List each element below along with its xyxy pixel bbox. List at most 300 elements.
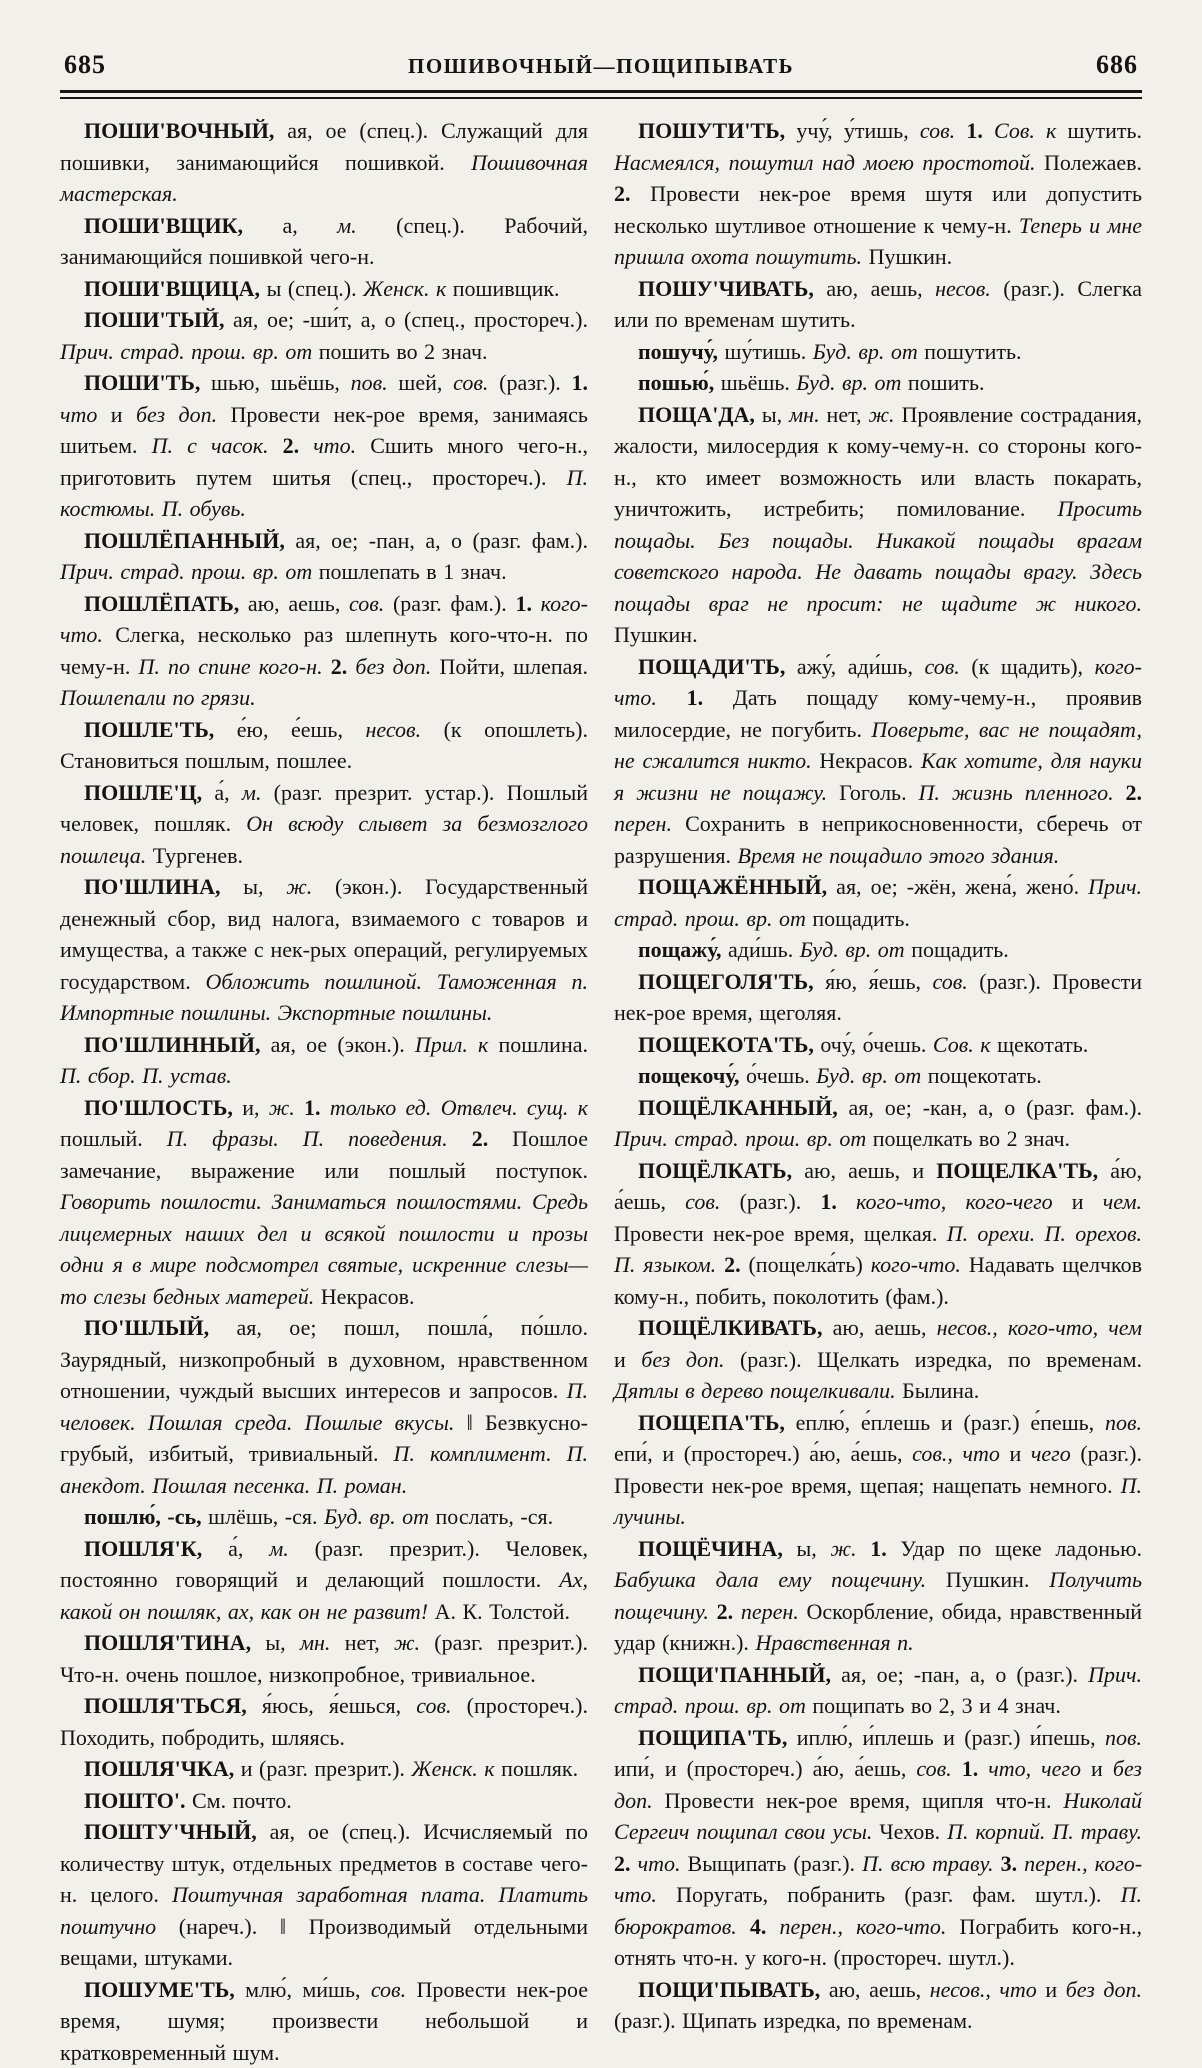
entry-headword-or-sense: пошью́, (638, 370, 714, 395)
entry-italic-text: Женск. к (363, 276, 446, 301)
entry-text: епи́, и (простореч.) а́ю, а́ешь, (614, 1441, 912, 1466)
entry-italic-text: Время не пощадило этого здания. (738, 843, 1060, 868)
dictionary-entry (60, 1816, 588, 1974)
entry-text: (спец.). Рабочий, занимающийся пошивкой чего-н. (60, 213, 588, 270)
dictionary-entry (614, 651, 1142, 872)
entry-text (952, 1756, 962, 1781)
entry-text (448, 1126, 472, 1151)
entry-text: ы, (251, 1630, 300, 1655)
entry-italic-text: сов. (933, 969, 968, 994)
entry-text: (разг.). Провести нек-рое время, щеголяя. (614, 969, 1142, 1026)
dictionary-entry (614, 1407, 1142, 1533)
entry-text: очу́, о́чешь. (814, 1032, 933, 1057)
entry-text: Некрасов. (812, 748, 921, 773)
entry-text: пощадить. (806, 906, 910, 931)
entry-text: аю, аешь, и (792, 1158, 936, 1183)
entry-text (994, 1851, 1001, 1876)
entry-italic-text: сов. (685, 1189, 720, 1214)
entry-text: а, (243, 213, 337, 238)
entry-text: Поругать, побранить (разг. фам. шутл.). (657, 1882, 1121, 1907)
entry-italic-text: Получить пощечину. (614, 1567, 1142, 1624)
entry-text: ая, ое (спец.). Служащий для пошивки, занимающийся пошивкой. (60, 118, 588, 175)
running-head: ПОШИВОЧНЫЙ—ПОЩИПЫВАТЬ (408, 54, 794, 79)
entry-text: Оскорбление, обида, нравственный удар (книжн.). (614, 1599, 1142, 1656)
entry-text: ая, ое; -кан, а, о (разг. фам.). (838, 1095, 1142, 1120)
entry-italic-text: Буд. вр. от (813, 339, 918, 364)
entry-text: е́ю, е́ешь, (214, 717, 365, 742)
entry-text: и (1081, 1756, 1113, 1781)
dictionary-entry (60, 210, 588, 273)
entry-italic-text: без доп. (136, 402, 217, 427)
dictionary-entry (60, 273, 588, 305)
entry-italic-text: перен., кого-что. (614, 1851, 1142, 1908)
entry-text: (разг. фам.). (384, 591, 515, 616)
entry-italic-text: Женск. к (411, 1756, 494, 1781)
dictionary-entry (614, 1533, 1142, 1659)
entry-italic-text: без доп. (355, 654, 431, 679)
entry-text: ая, ое; -жён, жена́, жено́. (827, 874, 1088, 899)
entry-headword-or-sense: 2. (283, 433, 300, 458)
entry-italic-text: Прил. к (415, 1032, 488, 1057)
dictionary-entry (60, 777, 588, 872)
entry-text: пошляк. (495, 1756, 579, 1781)
entry-text: Дать пощаду кому-чему-н., проявив милосердие, не погубить. (614, 685, 1142, 742)
dictionary-entry (60, 1690, 588, 1753)
entry-italic-text: Просить пощады. Без пощады. Никакой пощады врагам советского народа. Не давать пощады врагу. Здесь пощады враг не просит: не щадите ж никого. (614, 496, 1142, 616)
entry-italic-text: Поштучная заработная плата. Платить поштучно (60, 1882, 588, 1939)
entry-italic-text: чем. (1103, 1189, 1142, 1214)
entry-text: Провести нек-рое время, шумя; произвести небольшой и кратковременный шум. (60, 1977, 588, 2065)
entry-italic-text: мн. (300, 1630, 330, 1655)
entry-italic-text: пов. (1105, 1410, 1142, 1435)
dictionary-entry (614, 966, 1142, 1029)
entry-italic-text: перен. (741, 1599, 799, 1624)
entry-headword-or-sense: ПОЩИПА'ТЬ, (638, 1725, 787, 1750)
entry-headword-or-sense: 1. (820, 1189, 837, 1214)
entry-headword-or-sense: ПОШИ'ТЬ, (84, 370, 200, 395)
entry-text: пощелкать во 2 знач. (866, 1126, 1070, 1151)
entry-text: (разг. презрит.). Человек, постоянно говорящий и делающий пошлости. (60, 1536, 588, 1593)
entry-text: млю́, ми́шь, (235, 1977, 371, 2002)
entry-text: шьёшь. (714, 370, 796, 395)
entry-text: нет, (330, 1630, 394, 1655)
text-columns (60, 115, 1142, 2068)
entry-text: пощадить. (905, 937, 1009, 962)
entry-italic-text: ж. (831, 1536, 857, 1561)
entry-italic-text: Прич. страд. прош. вр. от (60, 339, 312, 364)
entry-text: и (1000, 1441, 1031, 1466)
entry-italic-text: П. сбор. П. устав. (60, 1063, 232, 1088)
entry-text: шлёшь, -ся. (202, 1504, 324, 1529)
entry-headword-or-sense: ПОШТУ'ЧНЫЙ, (84, 1819, 257, 1844)
entry-headword-or-sense: 2. (717, 1599, 734, 1624)
entry-text (766, 1914, 779, 1939)
entry-text: и (1053, 1189, 1103, 1214)
entry-text: Пушкин. (926, 1567, 1049, 1592)
dictionary-entry (60, 1533, 588, 1628)
dictionary-entry (60, 525, 588, 588)
entry-italic-text: Пошивочная мастерская. (60, 150, 588, 207)
dictionary-entry (614, 1312, 1142, 1407)
entry-headword-or-sense: ПОЩЁЧИНА, (638, 1536, 783, 1561)
entry-text: пошить во 2 знач. (312, 339, 487, 364)
entry-italic-text: сов. (416, 1693, 451, 1718)
entry-italic-text: без доп. (1066, 1977, 1142, 2002)
entry-italic-text: П. по спине кого-н. (139, 654, 323, 679)
entry-text: (разг.). Щипать изредка, по временам. (614, 2008, 973, 2033)
entry-headword-or-sense: ПОЩЕЛКА'ТЬ, (936, 1158, 1098, 1183)
entry-italic-text: без доп. (641, 1347, 724, 1372)
entry-headword-or-sense: ПОШЛЁПАННЫЙ, (84, 528, 285, 553)
entry-headword-or-sense: пощажу́, (638, 937, 722, 962)
dictionary-entry (60, 1501, 588, 1533)
entry-italic-text: П. орехи. П. орехов. П. языком. (614, 1221, 1142, 1278)
entry-italic-text: П. комплимент. П. анекдот. Пошлая песенка. П. роман. (60, 1441, 588, 1498)
entry-text: учу́, у́тишь, (785, 118, 920, 143)
entry-text: (разг. презрит. устар.). Пошлый человек, пошляк. (60, 780, 588, 837)
entry-italic-text: что, чего (988, 1756, 1081, 1781)
entry-text: (разг.). Слегка или по временам шутить. (614, 276, 1142, 333)
entry-italic-text: кого-что. (60, 591, 588, 648)
entry-italic-text: перен. (614, 811, 672, 836)
entry-italic-text: ж. (286, 874, 312, 899)
dictionary-entry (614, 934, 1142, 966)
entry-headword-or-sense: ПО'ШЛИННЫЙ, (84, 1032, 260, 1057)
entry-italic-text: что. (313, 433, 356, 458)
entry-text: См. почто. (186, 1788, 292, 1813)
entry-text: о́чешь. (740, 1063, 817, 1088)
entry-text: пошивщик. (446, 276, 559, 301)
entry-italic-text: П. костюмы. П. обувь. (60, 465, 588, 522)
entry-text (321, 1095, 330, 1120)
entry-italic-text: что (60, 402, 97, 427)
dictionary-entry (614, 871, 1142, 934)
entry-italic-text: ж. (269, 1095, 295, 1120)
entry-headword-or-sense: ПО'ШЛЫЙ, (84, 1315, 209, 1340)
entry-italic-text: Говорить пошлости. Заниматься пошлостями. Средь лицемерных наших дел и всякой пошлости и прозы одни я в мире подсмотрел святые, искренние слезы—то слезы бедных матерей. (60, 1189, 588, 1309)
entry-text: (разг.). Щелкать изредка, по временам. (725, 1347, 1143, 1372)
entry-text: Провести нек-рое время, щипля что-н. (653, 1788, 1064, 1813)
entry-text (299, 433, 313, 458)
entry-headword-or-sense: ПОШЛЕ'Ц, (84, 780, 202, 805)
entry-text: и (614, 1347, 641, 1372)
entry-italic-text: сов. (453, 370, 488, 395)
entry-text: и (разг. презрит.). (234, 1756, 411, 1781)
entry-headword-or-sense: пошлю́, -сь, (84, 1504, 202, 1529)
entry-italic-text: П. бюрократов. (614, 1882, 1142, 1939)
page-number-right: 686 (794, 50, 1138, 80)
entry-italic-text: сов. (916, 1756, 951, 1781)
entry-text: нет, (820, 402, 869, 427)
entry-text: Провести нек-рое время шутя или допустить несколько шутливое отношение к чему-н. (614, 181, 1142, 238)
entry-text: (к опошлеть). Становиться пошлым, пошлее. (60, 717, 588, 774)
dictionary-entry (614, 399, 1142, 651)
entry-italic-text: Буд. вр. от (796, 370, 901, 395)
entry-text: пошить. (901, 370, 984, 395)
dictionary-entry (60, 1785, 588, 1817)
entry-text: пошлепать в 1 знач. (312, 559, 506, 584)
entry-text: Слегка, несколько раз шлепнуть кого-что-н. по чему-н. (60, 622, 588, 679)
entry-italic-text: П. человек. Пошлая среда. Пошлые вкусы. (60, 1378, 588, 1435)
entry-text: ади́шь. (722, 937, 800, 962)
entry-headword-or-sense: 1. (966, 118, 983, 143)
entry-italic-text: Он всюду слывет за безмозглого пошлеца. (60, 811, 588, 868)
entry-italic-text: только ед. Отвлеч. сущ. к (330, 1095, 588, 1120)
entry-italic-text: несов. (365, 717, 421, 742)
entry-headword-or-sense: ПОШУМЕ'ТЬ, (84, 1977, 235, 2002)
dictionary-entry (614, 336, 1142, 368)
entry-headword-or-sense: ПОЩА'ДА, (638, 402, 755, 427)
entry-text: (разг. презрит.). Что-н. очень пошлое, низкопробное, тривиальное. (60, 1630, 588, 1687)
entry-text: ая, ое; -пан, а, о (разг. фам.). (285, 528, 588, 553)
entry-headword-or-sense: ПОЩЕКОТА'ТЬ, (638, 1032, 814, 1057)
dictionary-entry (614, 273, 1142, 336)
dictionary-entry (60, 1312, 588, 1501)
entry-text: Пойти, шлепая. (431, 654, 588, 679)
entry-italic-text: кого-что. (871, 1252, 961, 1277)
entry-text: Сохранить в неприкосновенности, сберечь от разрушения. (614, 811, 1142, 868)
entry-text: пощекотать. (921, 1063, 1042, 1088)
entry-text: послать, -ся. (429, 1504, 553, 1529)
entry-italic-text: П. корпий. П. траву. (947, 1819, 1142, 1844)
entry-text: ая, ое (спец.). Исчисляемый по количеству штук, отдельных предметов в составе чего-н. целого. (60, 1819, 588, 1907)
entry-italic-text: Сов. к (933, 1032, 991, 1057)
entry-text: Пушкин. (614, 622, 698, 647)
entry-italic-text: сов. (349, 591, 384, 616)
entry-text: аю, аешь, (820, 1977, 929, 2002)
entry-text: еплю́, е́плешь и (разг.) е́пешь, (785, 1410, 1105, 1435)
entry-italic-text: Николай Сергеич пощипал свои усы. (614, 1788, 1142, 1845)
dictionary-entry (60, 1092, 588, 1313)
entry-italic-text: пов. (1105, 1725, 1142, 1750)
entry-headword-or-sense: 1. (687, 685, 704, 710)
entry-headword-or-sense: ПОЩЁЛКАТЬ, (638, 1158, 792, 1183)
entry-text: (разг.). Провести нек-рое время, щепая; нащепать немного. (614, 1441, 1142, 1498)
entry-text: Пушкин. (862, 244, 952, 269)
entry-text: Надавать щелчков кому-н., побить, поколотить (фам.). (614, 1252, 1142, 1309)
entry-headword-or-sense: 1. (572, 370, 589, 395)
entry-text (856, 1536, 870, 1561)
entry-headword-or-sense: ПОШИ'ВЩИК, (84, 213, 243, 238)
right-column (614, 115, 1142, 2068)
page-header (60, 50, 1142, 90)
entry-text: и, (233, 1095, 269, 1120)
entry-italic-text: П. всю траву. (862, 1851, 993, 1876)
entry-italic-text: ж. (869, 402, 895, 427)
entry-italic-text: Сов. к (994, 118, 1056, 143)
entry-italic-text: без доп. (614, 1756, 1142, 1813)
entry-italic-text: перен., кого-что. (780, 1914, 947, 1939)
entry-text: ая, ое; -ши́т, а, о (спец., простореч.). (225, 307, 589, 332)
dictionary-entry (614, 1659, 1142, 1722)
entry-text: ипи́, и (простореч.) а́ю, а́ешь, (614, 1756, 916, 1781)
dictionary-entry (614, 1722, 1142, 1974)
entry-text: (разг.). (720, 1189, 820, 1214)
entry-headword-or-sense: 2. (472, 1126, 489, 1151)
entry-headword-or-sense: ПОШТО'. (84, 1788, 186, 1813)
entry-text: Полежаев. (1035, 150, 1142, 175)
entry-text: (к щадить), (960, 654, 1095, 679)
entry-text (269, 433, 283, 458)
entry-text (955, 118, 966, 143)
entry-italic-text: Прич. страд. прош. вр. от (614, 1662, 1142, 1719)
entry-text (737, 1914, 750, 1939)
entry-headword-or-sense: 2. (331, 654, 348, 679)
entry-text: пощипать во 2, 3 и 4 знач. (806, 1693, 1061, 1718)
entry-text: иплю́, и́плешь и (разг.) и́пешь, (787, 1725, 1105, 1750)
entry-italic-text: несов. (935, 276, 991, 301)
entry-text: я́юсь, я́ешься, (247, 1693, 417, 1718)
entry-text: аю, аешь, (239, 591, 349, 616)
entry-text: Пошлое замечание, выражение или пошлый поступок. (60, 1126, 588, 1183)
entry-text: ы, (755, 402, 789, 427)
dictionary-entry (60, 714, 588, 777)
entry-italic-text: Прич. страд. прош. вр. от (614, 874, 1142, 931)
entry-headword-or-sense: 2. (724, 1252, 741, 1277)
dictionary-entry (60, 588, 588, 714)
entry-italic-text: м. (337, 213, 357, 238)
entry-italic-text: Нравственная п. (755, 1630, 913, 1655)
entry-headword-or-sense: ПОШЛЁПАТЬ, (84, 591, 239, 616)
entry-headword-or-sense: ПО'ШЛОСТЬ, (84, 1095, 233, 1120)
entry-italic-text: Прич. страд. прош. вр. от (614, 1126, 866, 1151)
entry-italic-text: Прич. страд. прош. вр. от (60, 559, 312, 584)
entry-text: я́ю, я́ешь, (814, 969, 933, 994)
entry-headword-or-sense: ПОШЛЯ'ЧКА, (84, 1756, 234, 1781)
entry-italic-text: кого-что, кого-чего (856, 1189, 1053, 1214)
entry-headword-or-sense: ПОШЛЯ'К, (84, 1536, 202, 1561)
entry-headword-or-sense: ПОЩЕГОЛЯ'ТЬ, (638, 969, 814, 994)
entry-text: ая, ое; пошл, пошла́, по́шло. Заурядный, низкопробный в духовном, нравственном отношении, чуждый высших интересов и запросов. (60, 1315, 588, 1403)
entry-text: ‖ Безвкусно-грубый, избитый, тривиальный. (60, 1410, 588, 1467)
entry-text: А. К. Толстой. (428, 1599, 570, 1624)
entry-text: Тургенев. (146, 843, 243, 868)
entry-headword-or-sense: 1. (870, 1536, 887, 1561)
entry-italic-text: Обложить пошлиной. Таможенная п. Импортные пошлины. Экспортные пошлины. (60, 969, 588, 1026)
entry-text: аю, аешь, (822, 1315, 936, 1340)
entry-italic-text: Ах, какой он пошляк, ах, как он не развит! (60, 1567, 588, 1624)
entry-italic-text: чего (1031, 1441, 1071, 1466)
entry-italic-text: сов. (925, 654, 960, 679)
left-column (60, 115, 588, 2068)
entry-text: Пограбить кого-н., отнять что-н. у кого-н. (простореч. шутл.). (614, 1914, 1142, 1971)
entry-text: ая, ое; -пан, а, о (разг.). (831, 1662, 1088, 1687)
entry-headword-or-sense: ПОЩАЖЁННЫЙ, (638, 874, 827, 899)
entry-headword-or-sense: 1. (304, 1095, 321, 1120)
dictionary-entry (60, 1753, 588, 1785)
entry-italic-text: сов. (371, 1977, 406, 2002)
entry-text: (простореч.). Походить, побродить, шляясь. (60, 1693, 588, 1750)
dictionary-entry (60, 115, 588, 210)
entry-text: шутить. (1056, 118, 1142, 143)
entry-italic-text: П. с часок. (152, 433, 269, 458)
entry-headword-or-sense: ПОЩЁЛКАННЫЙ, (638, 1095, 838, 1120)
entry-text (716, 1252, 724, 1277)
entry-text: Былина. (896, 1378, 980, 1403)
entry-headword-or-sense: ПОШУТИ'ТЬ, (638, 118, 785, 143)
entry-italic-text: несов., что (930, 1977, 1037, 2002)
entry-text (295, 1095, 304, 1120)
entry-text: Выщипать (разг.). (680, 1851, 862, 1876)
dictionary-entry (614, 1155, 1142, 1313)
entry-headword-or-sense: ПОЩАДИ'ТЬ, (638, 654, 785, 679)
entry-italic-text: П. жизнь пленного. (919, 780, 1114, 805)
entry-text: и (97, 402, 136, 427)
entry-italic-text: сов. (920, 118, 955, 143)
entry-italic-text: Буд. вр. от (816, 1063, 921, 1088)
entry-headword-or-sense: 3. (1001, 1851, 1018, 1876)
entry-headword-or-sense: пощекочу́, (638, 1063, 740, 1088)
entry-text: ы (спец.). (260, 276, 363, 301)
entry-headword-or-sense: ПОШЛЕ'ТЬ, (84, 717, 214, 742)
entry-headword-or-sense: 1. (515, 591, 532, 616)
entry-italic-text: П. фразы. П. поведения. (167, 1126, 448, 1151)
entry-text (709, 1599, 717, 1624)
entry-headword-or-sense: 2. (614, 1851, 631, 1876)
dictionary-entry (614, 1092, 1142, 1155)
entry-text: (пощелка́ть) (741, 1252, 871, 1277)
entry-headword-or-sense: ПОШЛЯ'ТИНА, (84, 1630, 251, 1655)
entry-text: а́ю, а́ешь, (614, 1158, 1142, 1215)
dictionary-entry (614, 1974, 1142, 2037)
entry-text (657, 685, 687, 710)
entry-italic-text: Поверьте, вас не пощадят, не сжалится никто. (614, 717, 1142, 774)
dictionary-entry (60, 367, 588, 525)
entry-italic-text: м. (269, 1536, 289, 1561)
entry-headword-or-sense: 2. (614, 181, 631, 206)
entry-text (837, 1189, 856, 1214)
entry-italic-text: Дятлы в дерево пощелкивали. (614, 1378, 896, 1403)
entry-text: Провести нек-рое время, занимаясь шитьем. (60, 402, 588, 459)
entry-text: и (1037, 1977, 1066, 2002)
entry-text: щекотать. (991, 1032, 1089, 1057)
entry-italic-text: несов., кого-что, чем (937, 1315, 1142, 1340)
entry-text: ы, (783, 1536, 831, 1561)
entry-italic-text: кого-что. (614, 654, 1142, 711)
page-number-left: 685 (64, 50, 408, 80)
entry-headword-or-sense: ПОЩИ'ПЫВАТЬ, (638, 1977, 820, 2002)
entry-text: Удар по щеке ладонью. (887, 1536, 1142, 1561)
entry-italic-text: Бабушка дала ему пощечину. (614, 1567, 926, 1592)
entry-italic-text: П. лучины. (614, 1473, 1142, 1530)
entry-headword-or-sense: ПО'ШЛИНА, (84, 874, 221, 899)
dictionary-entry (614, 1029, 1142, 1061)
entry-text: Чехов. (872, 1819, 947, 1844)
entry-text (978, 1756, 988, 1781)
entry-text: ая, ое (экон.). (260, 1032, 414, 1057)
entry-headword-or-sense: ПОЩИ'ПАННЫЙ, (638, 1662, 831, 1687)
entry-headword-or-sense: 1. (962, 1756, 979, 1781)
entry-headword-or-sense: 2. (1126, 780, 1143, 805)
header-rule (60, 90, 1142, 99)
entry-text (631, 1851, 638, 1876)
entry-text (532, 591, 541, 616)
dictionary-entry (60, 871, 588, 1029)
entry-headword-or-sense: ПОШИ'ТЫЙ, (84, 307, 225, 332)
entry-text: шью, шьёшь, (200, 370, 350, 395)
entry-italic-text: Буд. вр. от (324, 1504, 429, 1529)
dictionary-entry (614, 367, 1142, 399)
entry-text (323, 654, 331, 679)
entry-text: Некрасов. (314, 1284, 414, 1309)
entry-text: (нареч.). ‖ Производимый отдельными вещами, штуками. (60, 1914, 588, 1971)
entry-headword-or-sense: пошучу́, (638, 339, 718, 364)
entry-text: а́, (202, 1536, 269, 1561)
entry-text (733, 1599, 741, 1624)
entry-italic-text: Насмеялся, пошутил над моею простотой. (614, 150, 1035, 175)
entry-text: (разг.). (488, 370, 571, 395)
entry-italic-text: Теперь и мне пришла охота пошутить. (614, 213, 1142, 270)
